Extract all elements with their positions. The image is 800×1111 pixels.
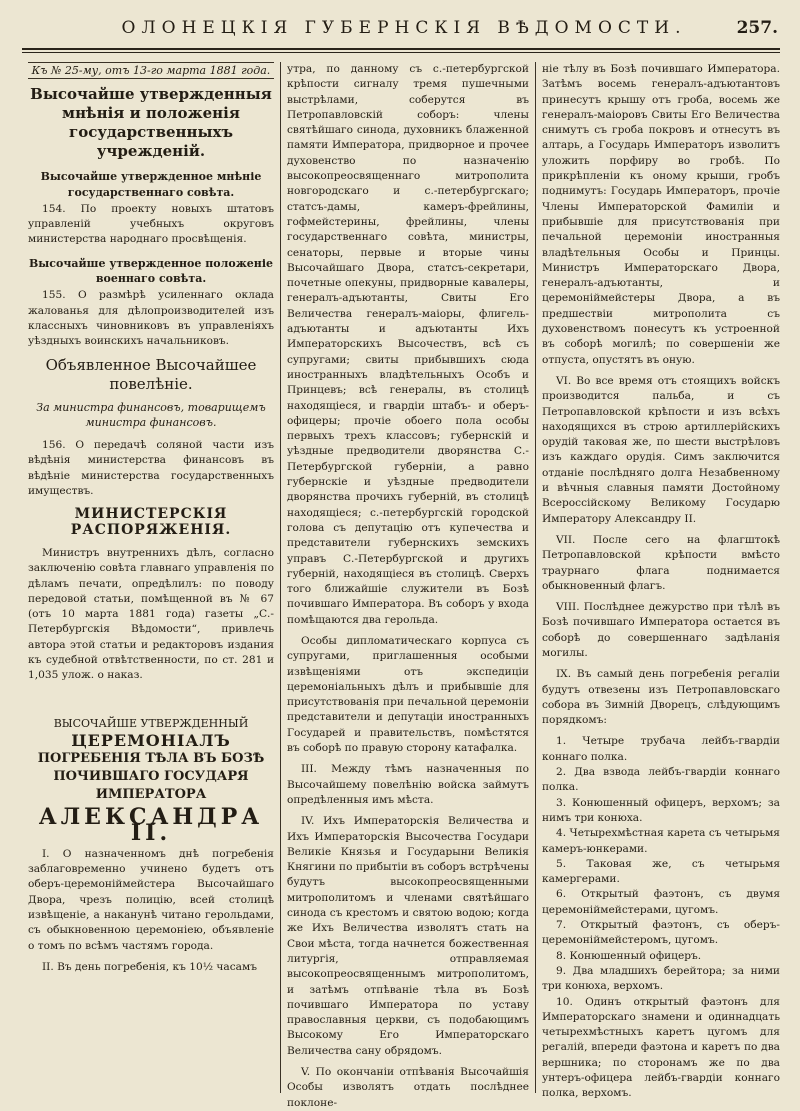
column-left — [22, 62, 281, 1093]
ceremonial-para-7: VII. После сего на флагштокѣ Петропавловской крѣпости вмѣсто траурнаго флага поднимается обыкновенный флагъ. — [542, 533, 780, 592]
regalia-item: 9. Два младшихъ берейтора; за ними три конюха, верхомъ. — [542, 964, 780, 993]
ceremonial-para-2-start: II. Въ день погребенія, къ 10½ часамъ — [42, 960, 257, 973]
header-rule — [22, 48, 780, 50]
regalia-item: 4. Четырехмѣстная карета съ четырьмя камеръ-юнкерами. — [542, 827, 780, 855]
ceremonial-para-2-cont: утра, по данному съ с.-петербургской крѣпости сигналу тремя пушечными выстрѣлами, соберутся въ Петропавловскій соборъ: члены святѣйшаго синода, духовникъ блаженной памяти Императора, придворное и прочее духовенство по назначенію высокопреосвященнаго митрополита новгородскаго и с.-петербургскаго; статсъ-дамы, камеръ-фрейлины, гофмейстерины, фрейлины, члены государственнаго совѣта, министры, сенаторы, первые и вторые чины Высочайшаго Двора, статсъ-секретари, почетные опекуны, придворные кавалеры, генералъ-адъютанты, Свиты Его Величества генералъ-маіоры, флигель-адъютанты и адъютанты Ихъ Императорскихъ Высочествъ, всѣ съ супругами; свиты прибывшихъ сюда иностранныхъ владѣтельныхъ Особъ и Принцевъ; всѣ генералы, въ столицѣ находящіеся, и гвардіи штабъ- и оберъ-офицеры; прочіе обоего пола особы первыхъ трехъ классовъ; губернскій и уѣздные предводители дворянства С.-Петербургской губерніи, а равно губернскіе и уѣздные предводители дворянства прочихъ губерній, въ столицѣ находящіеся; с.-петербургскій городской голова съ депутацію отъ купечества и представители губернскихъ земскихъ управъ С.-Петербургской и другихъ губерній, находящіеся въ столицѣ. Сверхъ того ближайшіе служители въ Бозѣ почившаго Императора. Въ соборъ у входа помѣщаются два герольда. — [287, 63, 529, 626]
ceremonial-para-5: V. По окончаніи отпѣванія Высочайшія Особы изволятъ отдать послѣднее поклоне- — [287, 1066, 529, 1109]
subheading-military-council: Высочайше утвержденное положеніе военнаго совѣта. — [28, 256, 274, 286]
subheading-council-opinion: Высочайше утвержденное мнѣніе государственнаго совѣта. — [40, 170, 262, 199]
section-heading-opinions: Высочайше утвержденныя мнѣнія и положенія государственныхъ учрежденій. — [30, 85, 272, 161]
regalia-item: 6. Открытый фаэтонъ, съ двумя церемоніймейстерами, цугомъ. — [542, 888, 780, 916]
regalia-item: 3. Конюшенный офицеръ, верхомъ; за нимъ три конюха. — [542, 796, 780, 824]
text-columns — [22, 62, 786, 1109]
ceremonial-para-1: I. О назначенномъ днѣ погребенія заблаговременно учинено будетъ отъ оберъ-церемоніймейстера Высочайшаго Двора, чрезъ полицію, всей столицѣ извѣщеніе, а наканунѣ читано герольдами, съ обыкновенною церемоніею, объявленіе о томъ по всѣмъ частямъ города. — [28, 847, 274, 952]
regalia-item: 5. Таковая же, съ четырьмя камергерами. — [542, 857, 780, 886]
ceremonial-heading-burial: ПОГРЕБЕНІЯ ТѢЛА ВЪ БОЗѢ ПОЧИВШАГО ГОСУДАРЯ ИМПЕРАТОРА — [37, 751, 265, 803]
regalia-item: 8. Конюшенный офицеръ. — [556, 949, 702, 962]
regalia-item: 1. Четыре трубача лейбъ-гвардіи коннаго полка. — [542, 735, 780, 763]
dateline: Къ № 25-му, отъ 13-го марта 1881 года. — [28, 62, 274, 79]
ceremonial-para-8: VIII. Послѣднее дежурство при тѣлѣ въ Бозѣ почившаго Императора остается въ соборѣ до совершеннаго задѣланія могилы. — [542, 601, 780, 659]
section-heading-decree: Объявленное Высочайшее повелѣніе. — [45, 355, 257, 393]
ceremonial-para-9: IX. Въ самый день погребенія регаліи будутъ отвезены изъ Петропавловскаго собора въ Зимній Дворецъ, слѣдующимъ порядкомъ: — [542, 668, 780, 727]
ceremonial-heading-approved: ВЫСОЧАЙШЕ УТВЕРЖДЕННЫЙ — [53, 716, 249, 730]
ministerial-paragraph: Министръ внутреннихъ дѣлъ, согласно заключенію совѣта главнаго управленія по дѣламъ печати, опредѣлилъ: по поводу передовой статьи, помѣщенной въ № 67 (отъ 10 марта 1881 года) газеты „С.-Петербургскія Вѣдомости“, привлечь автора этой статьи и редакторовъ издания къ судебной отвѣтственности, по ст. 281 и 1,035 улож. о наказ. — [28, 546, 274, 682]
regalia-item: 2. Два взвода лейбъ-гвардіи коннаго полка. — [542, 766, 780, 794]
ceremonial-para-5-cont: ніе тѣлу въ Бозѣ почившаго Императора. Затѣмъ восемь генералъ-адъютантовъ принесутъ крышу отъ гроба, восемь же генералъ-маіоровъ Свиты Его Величества снимутъ съ гроба покровъ и отнесутъ въ алтарь, а Государь Императоръ изволитъ уложить порфиру во гробѣ. По прикрѣпленіи къ оному крыши, гробъ поднимутъ: Государь Императоръ, прочіе Члены Императорской Фамиліи и прибывшіе для присутствованія при печальной церемоніи иностранныя владѣтельныя Особы и Принцы. Министръ Императорскаго Двора, генералъ-адъютанты, и церемоніймейстеры Двора, а въ предшествіи митрополита съ духовенствомъ понесутъ къ устроенной въ соборѣ могилѣ; по совершеніи же отпуста, опустятъ въ оную. — [542, 63, 780, 366]
ceremonial-para-6: VI. Во все время отъ стоящихъ войскъ производится пальба, и съ Петропавловской крѣпости и изъ всѣхъ находящихся въ строю артиллерійскихъ орудій таковая же, по шести выстрѣловъ изъ каждаго орудія. Симъ заключится отданіе послѣдняго долга Незабвенному и вѣчныя славныя памяти Достойному Всероссійскому Великому Государю Императору Александру II. — [542, 374, 780, 525]
page-header — [22, 0, 786, 52]
section-heading-ministerial: МИНИСТЕРСКІЯ РАСПОРЯЖЕНІЯ. — [70, 506, 232, 538]
regalia-item: 7. Открытый фаэтонъ, съ оберъ-церемоніймейстеромъ, цугомъ. — [542, 919, 780, 947]
finance-minister-note: За министра финансовъ, товарищемъ министра финансовъ. — [36, 400, 266, 429]
ceremonial-heading-title: ЦЕРЕМОНІАЛЪ — [71, 730, 231, 750]
column-middle — [281, 62, 536, 1109]
ceremonial-para-4: IV. Ихъ Императорскія Величества и Ихъ Императорскія Высочества Государи Великіе Князья и Государыни Великія Княгини по прибытіи въ соборъ встрѣчены будутъ высокопреосвященными митрополитомъ и членами святѣйшаго синода съ крестомъ и святою водою; когда же Ихъ Величества изволятъ стать на Свои мѣста, тогда начнется божественная литургія, отправляемая высокопреосвященнымъ митрополитомъ, и затѣмъ отпѣваніе тѣла въ Бозѣ почившаго Императора по уставу православныя церкви, съ подобающимъ Высокому Его Императорскаго Величества сану обрядомъ. — [287, 815, 529, 1057]
item-156: 156. О передачѣ соляной части изъ вѣдѣнія министерства финансовъ въ вѣдѣніе министерства государственныхъ имуществъ. — [28, 439, 274, 498]
header-rule-thin — [22, 52, 780, 53]
masthead-title: ОЛОНЕЦКІЯ ГУБЕРНСКІЯ ВѢДОМОСТИ. — [121, 18, 687, 38]
diplomatic-corps-para: Особы дипломатическаго корпуса съ супругами, приглашенныя особыми извѣщеніями отъ экспедиціи церемоніальныхъ дѣлъ и прибывшіе для присутствованія при печальной церемоніи представители и депутаціи иностранныхъ Государей и правительствъ, помѣстятся въ соборѣ по правую сторону катафалка. — [287, 634, 529, 755]
ceremonial-para-3: III. Между тѣмъ назначенныя по Высочайшему повелѣнію войска займутъ опредѣленныя имъ мѣста. — [287, 763, 529, 806]
ceremonial-heading-name: АЛЕКСАНДРА II. — [38, 804, 264, 846]
item-154: 154. По проекту новыхъ штатовъ управленій учебныхъ округовъ министерства народнаго просвѣщенія. — [28, 202, 274, 246]
item-155: 155. О размѣрѣ усиленнаго оклада жалованья для дѣлопроизводителей изъ классныхъ чиновниковъ въ управленіяхъ уѣздныхъ воинскихъ начальниковъ. — [28, 289, 274, 348]
regalia-item: 10. Одинъ открытый фаэтонъ для Императорскаго знамени и одиннадцать четырехмѣстныхъ каретъ цугомъ для регалій, впереди фаэтона и каретъ по два вершника; по сторонамъ же по два унтеръ-офицера лейбъ-гвардіи коннаго полка, верхомъ. — [542, 995, 780, 1100]
page-number: 257. — [736, 18, 778, 38]
column-right — [536, 62, 786, 1100]
